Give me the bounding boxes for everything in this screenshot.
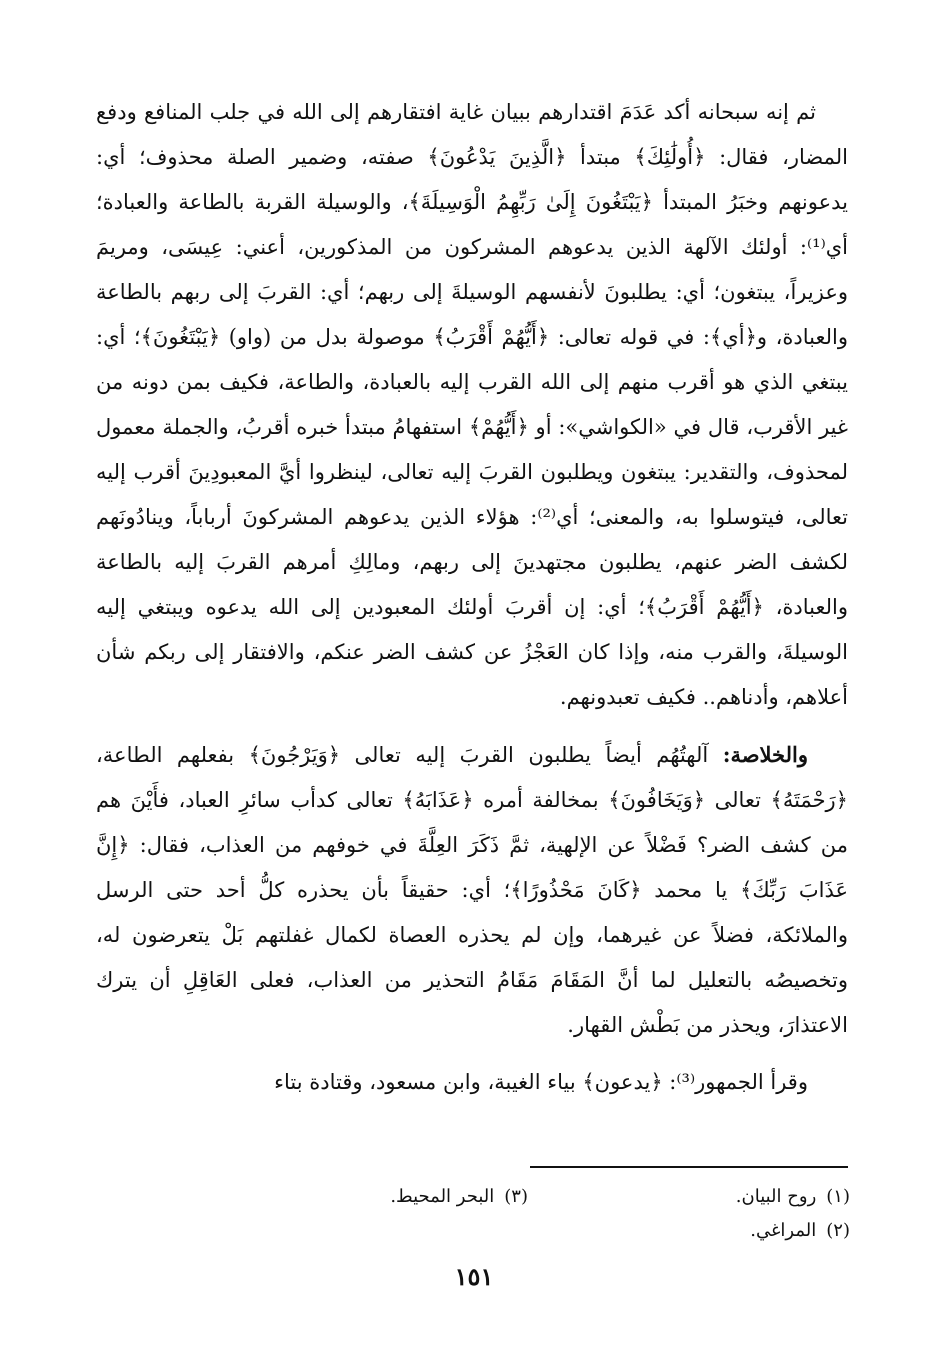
page-number: ١٥١ bbox=[454, 1262, 494, 1291]
paragraph-3-text: وقرأ الجمهور⁽³⁾: ﴿يدعون﴾ بياء الغيبة، وابن مسعود، وقتادة بتاء bbox=[274, 1070, 808, 1094]
paragraph-1-text: ثم إنه سبحانه أكد عَدَمَ اقتدارهم ببيان غاية افتقارهم إلى الله في جلب المنافع ودفع المضار، فقال: ﴿أُولَٰئِكَ﴾ مبتدأ ﴿الَّذِينَ يَدْعُونَ﴾ صفته، وضمير الصلة محذوف؛ أي: يدعونهم وخبَرُ المبتدأ ﴿يَبْتَغُونَ إِلَىٰ رَبِّهِمُ الْوَسِيلَةَ﴾، والوسيلة القربة بالطاعة والعبادة؛ أي⁽¹⁾: أولئك الآلهة الذين يدعوهم المشركون من المذكورين، أعني: عِيسَى، ومريمَ وعزيراً، يبتغون؛ أي: يطلبونَ لأنفسهم الوسيلةَ إلى ربهم؛ أي: القربَ إلى ربهم بالطاعة والعبادة، و﴿أي﴾: في قوله تعالى: ﴿أَيُّهُمْ أَقْرَبُ﴾ موصولة بدل من (واو) ﴿يَبْتَغُونَ﴾؛ أي: يبتغي الذي هو أقرب منهم إلى الله القرب إليه بالعبادة، والطاعة، فكيف بمن دونه من غير الأقرب، قال في «الكواشي»: أو ﴿أَيُّهُمْ﴾ استفهامُ مبتدأ خبره أقربُ، والجملة معمول لمحذوف، والتقدير: يبتغون ويطلبون القربَ إليه تعالى، لينظروا أيَّ المعبودِينَ أقرب إليه تعالى، فيتوسلوا به، والمعنى؛ أي⁽²⁾: هؤلاء الذين يدعوهم المشركونَ أرباباً، وينادُونَهم لكشف الضر عنهم، يطلبون مجتهدينَ إلى ربهم، ومالِكِ أمرهم القربَ إليه بالطاعة والعبادة، ﴿أَيُّهُمْ أَقْرَبُ﴾؛ أي: إن أقربَ أولئك المعبودين إلى الله يدعوه ويبتغي إليه الوسيلةَ، والقرب منه، وإذا كان العَجْزُ عن كشف الضر عنكم، والافتقار إلى ربكم شأن أعلاهم، وأدناهم.. فكيف تعبدونهم. bbox=[96, 100, 848, 709]
footnote-3 bbox=[268, 1180, 528, 1214]
footnote-2-number: (٢) bbox=[826, 1220, 850, 1241]
footnote-2 bbox=[600, 1214, 850, 1248]
footnote-separator bbox=[530, 1166, 848, 1168]
footnote-3-text: البحر المحيط. bbox=[390, 1186, 495, 1207]
paragraph-2 bbox=[96, 732, 848, 1048]
paragraph-3 bbox=[96, 1060, 848, 1105]
footnote-2-text: المراغي. bbox=[750, 1220, 817, 1241]
footnote-1 bbox=[600, 1180, 850, 1214]
footnote-3-number: (٣) bbox=[504, 1186, 528, 1207]
main-text bbox=[96, 90, 848, 1105]
summary-lead-term: والخلاصة: bbox=[722, 742, 808, 767]
footnote-1-number: (١) bbox=[826, 1186, 850, 1207]
footnotes-left-column bbox=[268, 1180, 528, 1214]
footnote-1-text: روح البيان. bbox=[735, 1186, 817, 1207]
paragraph-1 bbox=[96, 90, 848, 720]
paragraph-2-text: آلهتُهُم أيضاً يطلبون القربَ إليه تعالى ﴿وَيَرْجُونَ﴾ بفعلهم الطاعة، ﴿رَحْمَتَهُ﴾ تعالى ﴿وَيَخَافُونَ﴾ بمخالفة أمره ﴿عَذَابَهُ﴾ تعالى كدأب سائرِ العباد، فأَيْنَ هم من كشف الضر؟ فَضْلاً عن الإلهية، ثمَّ ذَكَرَ العِلَّةَ في خوفهم من العذاب، فقال: ﴿إِنَّ عَذَابَ رَبِّكَ﴾ يا محمد ﴿كَانَ مَحْذُورًا﴾؛ أي: حقيقاً بأن يحذره كلُّ أحد حتى الرسل والملائكة، فضلاً عن غيرهما، وإن لم يحذره العصاة لكمال غفلتهم بَلْ يتعرضون له، وتخصيصُه بالتعليل لما أنَّ المَقَامَ مَقَامُ التحذير من العذاب، فعلى العَاقِلِ أن يترك الاعتذارَ، ويحذر من بَطْش القهار. bbox=[96, 743, 848, 1037]
footnotes-right-column bbox=[600, 1180, 850, 1248]
